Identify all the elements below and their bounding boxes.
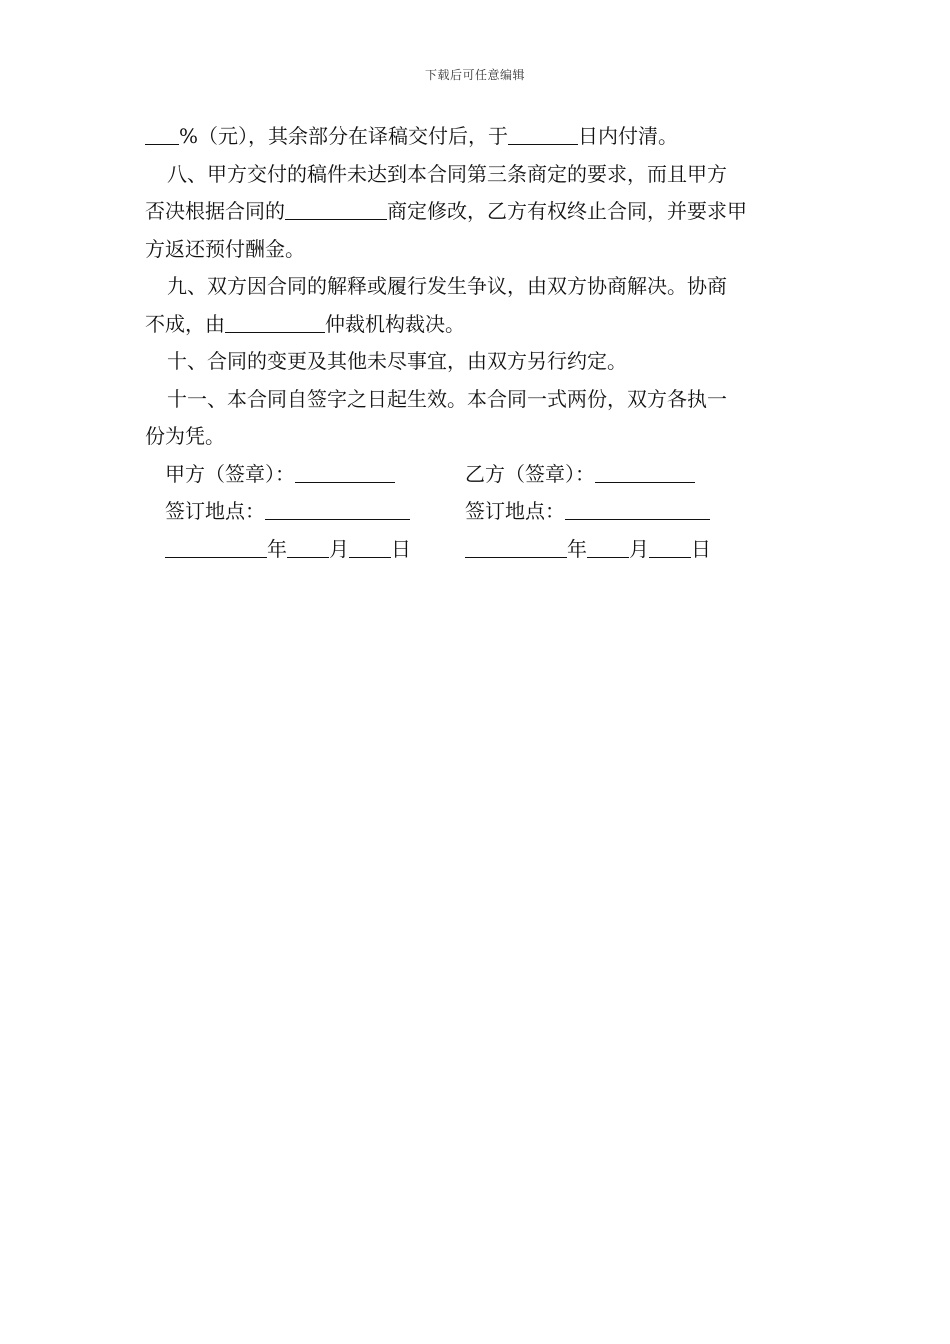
clause-10-line-1: 十、合同的变更及其他未尽事宜，由双方另行约定。: [167, 349, 627, 373]
clause-8-text-b: 商定修改，乙方有权终止合同，并要求甲: [387, 199, 747, 223]
clause-9-text-b: 仲裁机构裁决。: [325, 311, 465, 336]
clause-7-text-2: 日内付清。: [578, 124, 679, 148]
clause-9-line-1: 九、双方因合同的解释或履行发生争议，由双方协商解决。协商: [167, 274, 727, 298]
clause-11-line-2: 份为凭。: [145, 424, 225, 448]
party-b-month-blank[interactable]: [587, 535, 629, 558]
percent-blank[interactable]: [145, 122, 179, 145]
clause-8-text-a: 否决根据合同的: [145, 199, 285, 223]
party-b-place-blank[interactable]: [565, 497, 710, 520]
date-row: [145, 531, 810, 569]
page-header-note: 下载后可任意编辑: [424, 68, 525, 82]
days-blank[interactable]: [508, 122, 578, 145]
party-a-signature-blank[interactable]: [295, 460, 395, 483]
party-a-day-label: 日: [391, 536, 411, 561]
contract-clause-blank[interactable]: [285, 197, 387, 220]
party-b-month-label: 月: [629, 536, 649, 561]
party-a-place-blank[interactable]: [265, 497, 410, 520]
party-a-year-blank[interactable]: [165, 535, 267, 558]
clause-8-line-1: 八、甲方交付的稿件未达到本合同第三条商定的要求，而且甲方: [167, 161, 727, 186]
arbitration-blank[interactable]: [225, 310, 325, 333]
clause-7-text-1: %（元），其余部分在译稿交付后，于: [179, 124, 509, 148]
clause-11-line-1: 十一、本合同自签字之日起生效。本合同一式两份，双方各执一: [167, 386, 727, 411]
party-b-year-label: 年: [567, 536, 587, 561]
clause-8-line-3: 方返还预付酬金。: [145, 236, 305, 261]
party-b-date: [465, 531, 765, 569]
party-b-day-blank[interactable]: [649, 535, 691, 558]
clause-9-text-a: 不成，由: [145, 311, 225, 336]
place-row: [145, 493, 810, 531]
clause-9-line-2: [145, 306, 810, 344]
party-a-day-blank[interactable]: [349, 535, 391, 558]
contract-body: [145, 118, 810, 568]
party-b-signature: [465, 456, 765, 494]
party-a-month-blank[interactable]: [287, 535, 329, 558]
party-b-signature-blank[interactable]: [595, 460, 695, 483]
clause-8-line-2: [145, 193, 810, 231]
party-b-place-label: 签订地点：: [465, 499, 565, 523]
party-a-year-label: 年: [267, 536, 287, 561]
party-a-month-label: 月: [329, 536, 349, 561]
party-a-place-label: 签订地点：: [165, 499, 265, 523]
party-a-date: [165, 531, 465, 569]
party-b-day-label: 日: [691, 536, 711, 561]
signature-row: [145, 456, 810, 494]
party-b-place: [465, 493, 765, 531]
party-a-label: 甲方（签章）：: [165, 461, 295, 486]
party-b-year-blank[interactable]: [465, 535, 567, 558]
party-a-signature: [165, 456, 465, 494]
party-a-place: [165, 493, 465, 531]
party-b-label: 乙方（签章）：: [465, 461, 595, 486]
clause-7-tail: [145, 118, 810, 156]
